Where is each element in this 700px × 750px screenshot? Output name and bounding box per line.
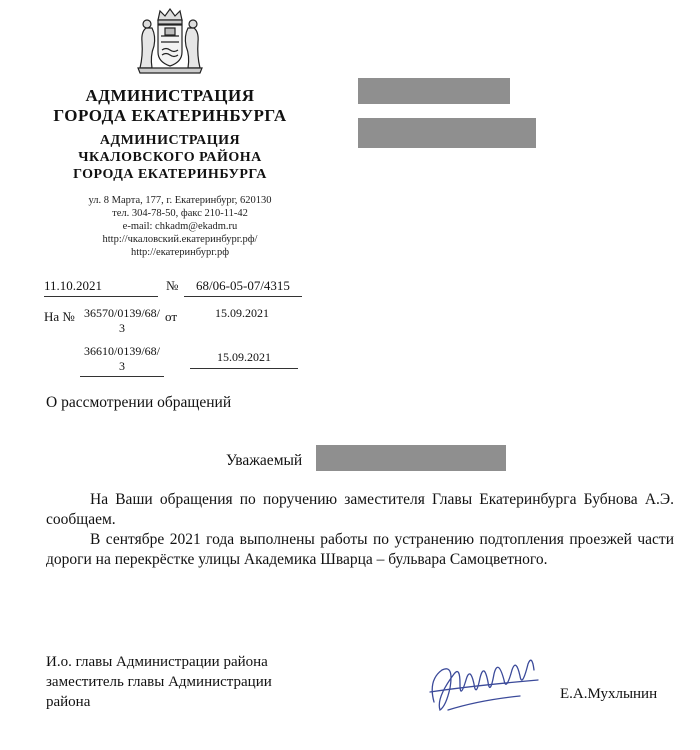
doc-number: 68/06-05-07/4315 [184, 278, 302, 297]
address-line: http://екатеринбург.рф [130, 247, 230, 258]
doc-date: 11.10.2021 [44, 278, 158, 297]
ref1-date: 15.09.2021 [215, 306, 269, 320]
ref1-number-line2: 3 [119, 321, 125, 335]
ref-label: На № [44, 309, 75, 324]
body-paragraph-2: В сентябре 2021 года выполнены работы по устранению подтопления проезжей части дороги на перекрёстке улицы Академика Шварца – бульвара Самоцветного. [46, 531, 674, 568]
from-label: от [165, 309, 178, 324]
address-line: http://чкаловский.екатеринбург.рф/ [102, 234, 258, 245]
signatory-title-line2: заместитель главы Администрации [46, 674, 272, 690]
redacted-recipient-name [316, 445, 506, 471]
ref1-number [80, 306, 164, 336]
handwritten-signature-icon [420, 640, 550, 720]
coat-of-arms-icon [132, 6, 208, 76]
org-name-line1: АДМИНИСТРАЦИЯ [85, 86, 255, 105]
signatory-title-line1: И.о. главы Администрации района [46, 654, 268, 670]
address-line: e-mail: chkadm@ekadm.ru [122, 221, 238, 232]
signatory-name: Е.А.Мухлынин [560, 686, 658, 702]
address-block [60, 194, 300, 259]
address-line: тел. 304-78-50, факс 210-11-42 [112, 208, 248, 219]
sub-org-line3: ГОРОДА ЕКАТЕРИНБУРГА [73, 167, 267, 182]
address-line: ул. 8 Марта, 177, г. Екатеринбург, 620130 [88, 195, 272, 206]
ref2-date: 15.09.2021 [190, 350, 298, 369]
salutation: Уважаемый [226, 452, 303, 469]
redacted-recipient-line1 [358, 78, 510, 104]
doc-number-label: № [166, 278, 179, 293]
org-name-line2: ГОРОДА ЕКАТЕРИНБУРГА [53, 106, 287, 125]
sub-org-line2: ЧКАЛОВСКОГО РАЙОНА [78, 150, 262, 165]
body-paragraph-1: На Ваши обращения по поручению заместителя Главы Екатеринбурга Бубнова А.Э. сообщаем. [46, 491, 674, 528]
ref2-number-line2: 3 [119, 359, 125, 373]
ref2-number-line1: 36610/0139/68/ [83, 344, 160, 358]
ref2-number [80, 344, 164, 377]
ref1-number-line1: 36570/0139/68/ [83, 306, 160, 320]
redacted-recipient-line2 [358, 118, 536, 148]
sub-org-line1: АДМИНИСТРАЦИЯ [99, 133, 241, 148]
signatory-title [46, 652, 272, 712]
subject: О рассмотрении обращений [46, 394, 232, 411]
signatory-title-line3: района [46, 694, 91, 710]
